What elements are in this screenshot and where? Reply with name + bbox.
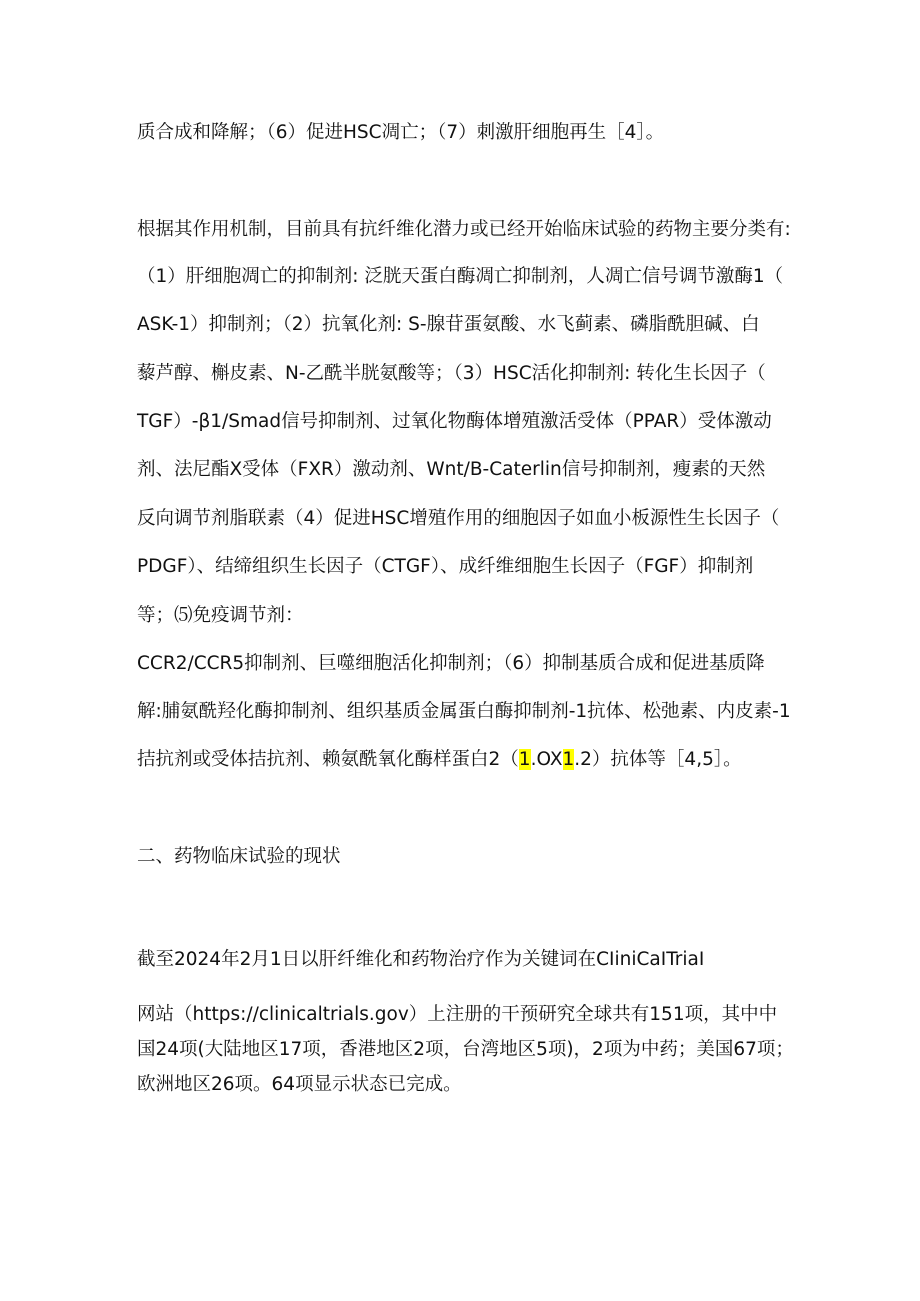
paragraph-2-line-6: 剂、法尼酯X受体（FXR）激动剂、Wnt/B-Caterlin信号抑制剂，瘦素的天然: [137, 459, 766, 480]
section-heading: 二、药物临床试验的现状: [137, 846, 341, 867]
paragraph-2-line-12: [137, 748, 742, 772]
paragraph-2-line-7: 反向调节剂脂联素（4）促进HSC增殖作用的细胞因子如血小板源性生长因子（: [137, 508, 780, 529]
paragraph-3-line-4: 欧洲地区26项。64项显示状态已完成。: [137, 1074, 462, 1095]
paragraph-2-line-11: 解:脯氨酰羟化酶抑制剂、组织基质金属蛋白酶抑制剂-1抗体、松弛素、内皮素-1: [137, 701, 791, 722]
line-12-mid: .OX: [530, 749, 563, 770]
paragraph-2-line-1: 根据其作用机制，目前具有抗纤维化潜力或已经开始临床试验的药物主要分类有:: [137, 219, 791, 240]
line-12-suffix: .2）抗体等［4,5］。: [574, 749, 742, 770]
paragraph-3-line-2: 网站（https://clinicaltrials.gov）上注册的干预研究全球共有151项，其中中: [137, 1004, 778, 1025]
paragraph-2-line-3: ASK-1）抑制剂；（2）抗氧化剂: S-腺苷蛋氨酸、水飞蓟素、磷脂酰胆碱、白: [137, 314, 760, 335]
paragraph-3-line-1: 截至2024年2月1日以肝纤维化和药物治疗作为关键词在CIiniCaITriaI: [137, 949, 705, 970]
paragraph-2-line-5: TGF）-β1/Smad信号抑制剂、过氧化物酶体增殖激活受体（PPAR）受体激动: [137, 411, 772, 432]
paragraph-3-line-3: 国24项(大陆地区17项，香港地区2项，台湾地区5项)，2项为中药；美国67项；: [137, 1039, 794, 1060]
highlight-1: 1: [518, 749, 531, 770]
paragraph-2-line-8: PDGF）、结缔组织生长因子（CTGF）、成纤维细胞生长因子（FGF）抑制剂: [137, 556, 754, 577]
paragraph-1-line-1: 质合成和降解；（6）促进HSC凋亡；（7）刺激肝细胞再生［4］。: [137, 122, 665, 143]
paragraph-2-line-2: （1）肝细胞凋亡的抑制剂: 泛胱天蛋白酶凋亡抑制剂，人凋亡信号调节激酶1（: [137, 266, 784, 287]
paragraph-2-line-4: 藜芦醇、槲皮素、N-乙酰半胱氨酸等；（3）HSC活化抑制剂: 转化生长因子（: [137, 363, 766, 384]
highlight-2: 1: [562, 749, 575, 770]
paragraph-2-line-9: 等；⑸免疫调节剂：: [137, 605, 304, 626]
line-12-prefix: 拮抗剂或受体拮抗剂、赖氨酰氧化酶样蛋白2（: [137, 749, 519, 770]
paragraph-2-line-10: CCR2/CCR5抑制剂、巨噬细胞活化抑制剂；（6）抑制基质合成和促进基质降: [137, 653, 765, 674]
